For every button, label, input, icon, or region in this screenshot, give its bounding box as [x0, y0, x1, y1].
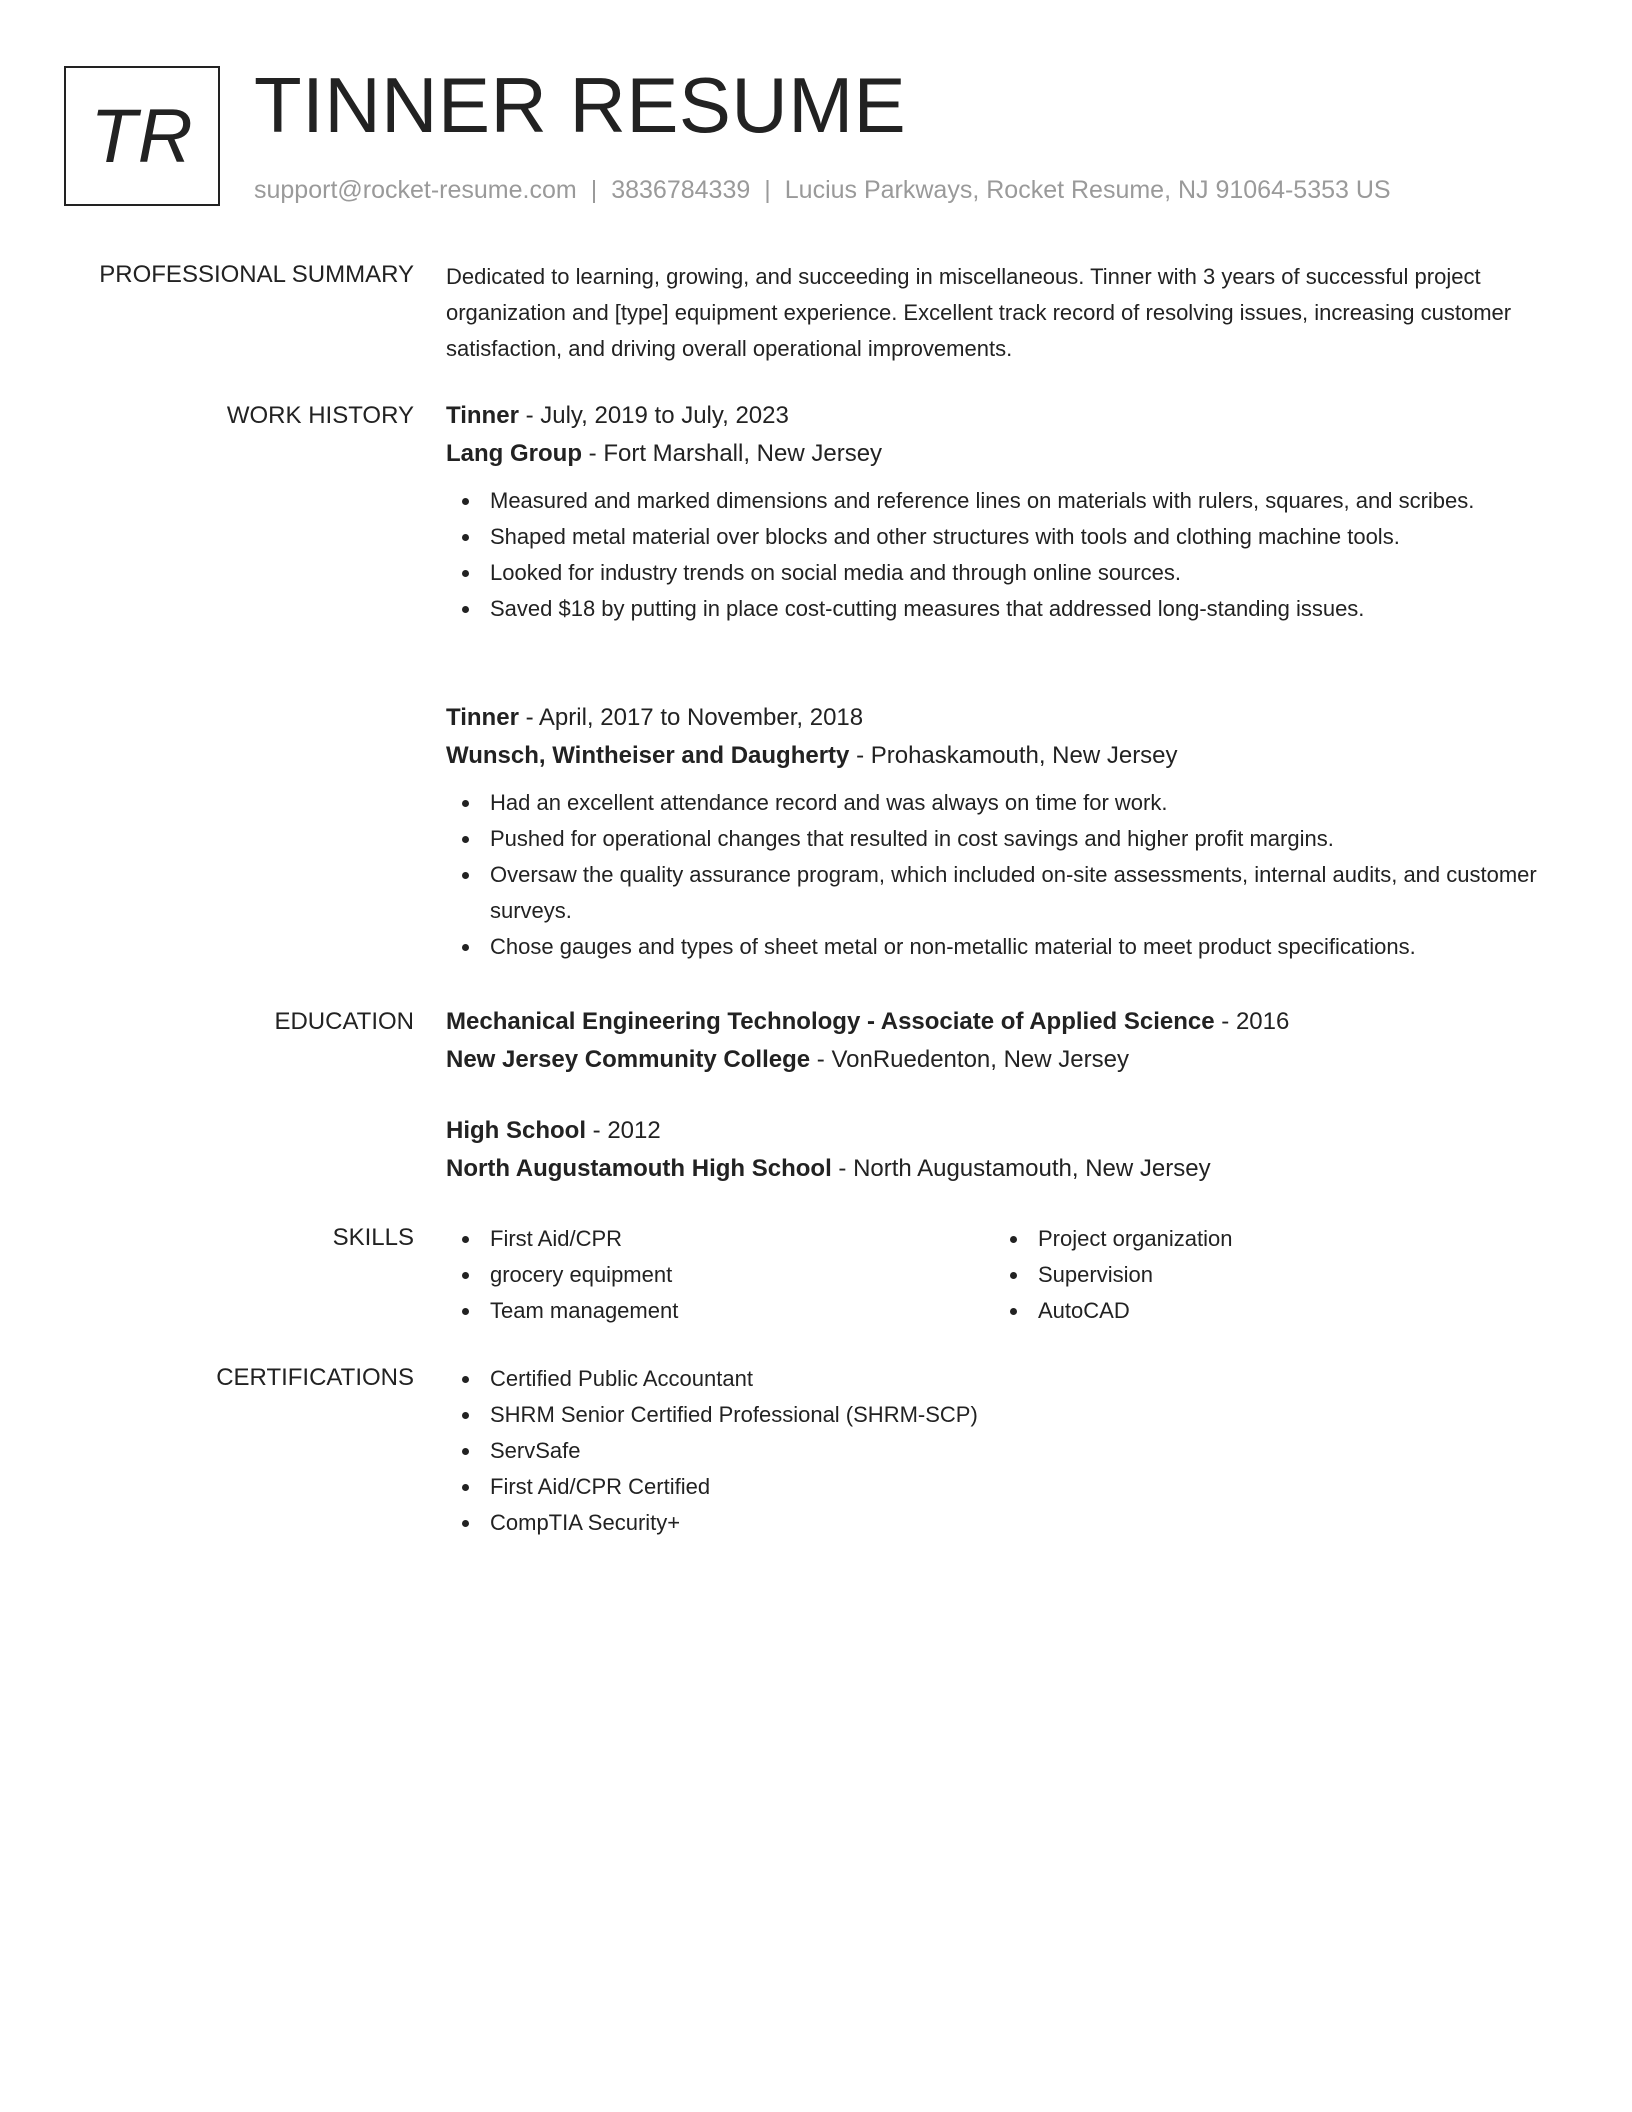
education-year: - 2016	[1214, 1008, 1290, 1035]
job-location: - Fort Marshall, New Jersey	[581, 440, 883, 467]
contact-email: support@rocket-resume.com	[254, 176, 577, 204]
education-degree-line	[446, 1003, 1566, 1041]
skills-column	[994, 1221, 1542, 1329]
skill-item: First Aid/CPR	[446, 1221, 994, 1257]
job-bullet: Saved $18 by putting in place cost-cutting measures that addressed long-standing issues.	[446, 591, 1566, 627]
education-entry	[446, 1003, 1566, 1079]
skills-list	[446, 1221, 1566, 1329]
job-company-line	[446, 737, 1566, 775]
contact-separator: |	[764, 176, 771, 204]
job-company-line	[446, 435, 1566, 473]
skill-item: grocery equipment	[446, 1257, 994, 1293]
contact-line	[254, 175, 1391, 205]
certification-item: First Aid/CPR Certified	[446, 1469, 1566, 1505]
certifications-list	[446, 1361, 1566, 1541]
skill-item: Supervision	[994, 1257, 1542, 1293]
job-title-line	[446, 699, 1566, 737]
job-entry	[446, 699, 1566, 965]
certification-item: SHRM Senior Certified Professional (SHRM-SCP)	[446, 1397, 1566, 1433]
job-bullet: Measured and marked dimensions and reference lines on materials with rulers, squares, and scribes.	[446, 483, 1566, 519]
job-bullet: Shaped metal material over blocks and other structures with tools and clothing machine tools.	[446, 519, 1566, 555]
job-bullet: Pushed for operational changes that resulted in cost savings and higher profit margins.	[446, 821, 1566, 857]
certification-item: Certified Public Accountant	[446, 1361, 1566, 1397]
section-label-skills: SKILLS	[332, 1224, 414, 1251]
monogram-logo: TR	[64, 66, 220, 206]
education-entry	[446, 1112, 1566, 1188]
job-bullets	[446, 483, 1566, 627]
job-bullet: Had an excellent attendance record and was always on time for work.	[446, 785, 1566, 821]
skill-item: AutoCAD	[994, 1293, 1542, 1329]
contact-separator: |	[590, 176, 598, 204]
section-label-certifications: CERTIFICATIONS	[216, 1364, 414, 1391]
education-year: - 2012	[586, 1117, 661, 1144]
education-degree-line	[446, 1112, 1566, 1150]
certifications-bullets	[446, 1361, 1566, 1541]
job-title-line	[446, 397, 1566, 435]
education-school-line	[446, 1041, 1566, 1079]
job-bullet: Oversaw the quality assurance program, which included on-site assessments, internal audits, and customer surveys.	[446, 857, 1566, 929]
education-location: - VonRuedenton, New Jersey	[810, 1046, 1129, 1073]
education-school: North Augustamouth High School	[446, 1155, 832, 1182]
education-school: New Jersey Community College	[446, 1046, 811, 1073]
job-location: - Prohaskamouth, New Jersey	[849, 742, 1178, 769]
job-bullet: Looked for industry trends on social media and through online sources.	[446, 555, 1566, 591]
resume-name: TINNER RESUME	[254, 61, 907, 149]
certification-item: CompTIA Security+	[446, 1505, 1566, 1541]
job-company: Wunsch, Wintheiser and Daugherty	[446, 742, 850, 769]
job-dates: - April, 2017 to November, 2018	[518, 704, 864, 731]
skill-item: Team management	[446, 1293, 994, 1329]
section-label-education: EDUCATION	[274, 1008, 414, 1035]
job-title: Tinner	[446, 402, 519, 429]
education-school-line	[446, 1150, 1566, 1188]
contact-phone: 3836784339	[611, 176, 751, 204]
job-entry	[446, 397, 1566, 627]
education-degree: High School	[446, 1117, 586, 1144]
education-location: - North Augustamouth, New Jersey	[831, 1155, 1211, 1182]
job-company: Lang Group	[446, 440, 582, 467]
section-label-work-history: WORK HISTORY	[226, 402, 414, 429]
job-bullet: Chose gauges and types of sheet metal or non-metallic material to meet product specifications.	[446, 929, 1566, 965]
skills-column	[446, 1221, 994, 1329]
skill-item: Project organization	[994, 1221, 1542, 1257]
summary-text: Dedicated to learning, growing, and succeeding in miscellaneous. Tinner with 3 years of successful project organization and [type] equipment experience. Excellent track record of resolving issues, increasing customer satisfaction, and driving overall operational improvements.	[446, 264, 1512, 361]
education-degree: Mechanical Engineering Technology - Associate of Applied Science	[446, 1008, 1215, 1035]
job-title: Tinner	[446, 704, 519, 731]
job-bullets	[446, 785, 1566, 965]
section-label-summary: PROFESSIONAL SUMMARY	[99, 261, 414, 288]
job-dates: - July, 2019 to July, 2023	[518, 402, 789, 429]
contact-address: Lucius Parkways, Rocket Resume, NJ 91064-5353 US	[784, 176, 1391, 204]
certification-item: ServSafe	[446, 1433, 1566, 1469]
